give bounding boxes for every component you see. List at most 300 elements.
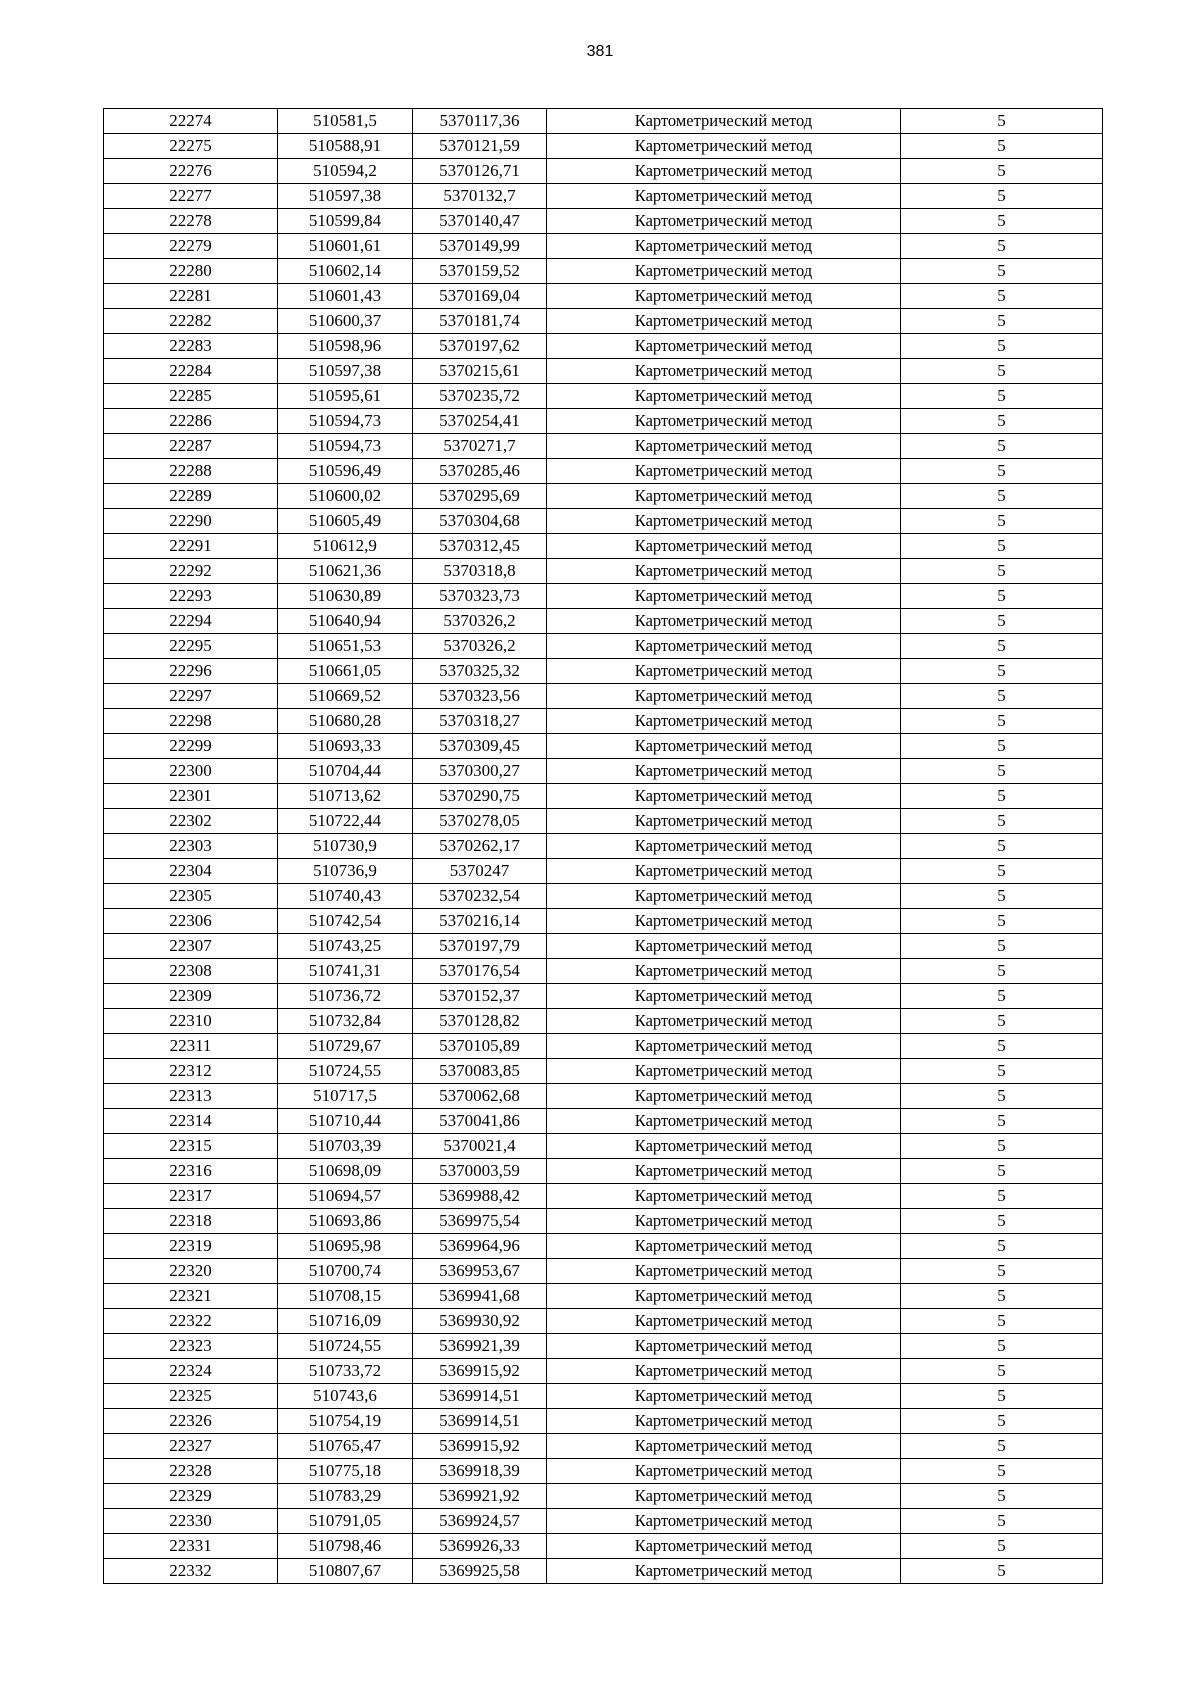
table-row bbox=[104, 1109, 1103, 1134]
point-number-cell: 22295 bbox=[104, 634, 278, 659]
x-coordinate-cell: 510597,38 bbox=[278, 184, 413, 209]
accuracy-cell: 5 bbox=[901, 409, 1103, 434]
x-coordinate-cell: 510730,9 bbox=[278, 834, 413, 859]
x-coordinate-cell: 510640,94 bbox=[278, 609, 413, 634]
x-coordinate-cell: 510594,73 bbox=[278, 409, 413, 434]
accuracy-cell: 5 bbox=[901, 284, 1103, 309]
x-coordinate-cell: 510741,31 bbox=[278, 959, 413, 984]
table-row bbox=[104, 134, 1103, 159]
method-cell: Картометрический метод bbox=[547, 1334, 901, 1359]
y-coordinate-cell: 5370262,17 bbox=[413, 834, 547, 859]
method-cell: Картометрический метод bbox=[547, 909, 901, 934]
method-cell: Картометрический метод bbox=[547, 584, 901, 609]
point-number-cell: 22274 bbox=[104, 109, 278, 134]
method-cell: Картометрический метод bbox=[547, 1409, 901, 1434]
point-number-cell: 22287 bbox=[104, 434, 278, 459]
y-coordinate-cell: 5370197,62 bbox=[413, 334, 547, 359]
table-row bbox=[104, 1184, 1103, 1209]
y-coordinate-cell: 5370140,47 bbox=[413, 209, 547, 234]
accuracy-cell: 5 bbox=[901, 1434, 1103, 1459]
y-coordinate-cell: 5370117,36 bbox=[413, 109, 547, 134]
y-coordinate-cell: 5370309,45 bbox=[413, 734, 547, 759]
table-row bbox=[104, 709, 1103, 734]
accuracy-cell: 5 bbox=[901, 359, 1103, 384]
accuracy-cell: 5 bbox=[901, 1409, 1103, 1434]
method-cell: Картометрический метод bbox=[547, 1184, 901, 1209]
point-number-cell: 22298 bbox=[104, 709, 278, 734]
y-coordinate-cell: 5370169,04 bbox=[413, 284, 547, 309]
y-coordinate-cell: 5370278,05 bbox=[413, 809, 547, 834]
accuracy-cell: 5 bbox=[901, 709, 1103, 734]
x-coordinate-cell: 510601,61 bbox=[278, 234, 413, 259]
y-coordinate-cell: 5369914,51 bbox=[413, 1409, 547, 1434]
x-coordinate-cell: 510722,44 bbox=[278, 809, 413, 834]
accuracy-cell: 5 bbox=[901, 1509, 1103, 1534]
x-coordinate-cell: 510708,15 bbox=[278, 1284, 413, 1309]
method-cell: Картометрический метод bbox=[547, 609, 901, 634]
accuracy-cell: 5 bbox=[901, 1084, 1103, 1109]
point-number-cell: 22319 bbox=[104, 1234, 278, 1259]
y-coordinate-cell: 5370285,46 bbox=[413, 459, 547, 484]
method-cell: Картометрический метод bbox=[547, 434, 901, 459]
method-cell: Картометрический метод bbox=[547, 1059, 901, 1084]
accuracy-cell: 5 bbox=[901, 1534, 1103, 1559]
point-number-cell: 22311 bbox=[104, 1034, 278, 1059]
accuracy-cell: 5 bbox=[901, 834, 1103, 859]
y-coordinate-cell: 5369925,58 bbox=[413, 1559, 547, 1584]
accuracy-cell: 5 bbox=[901, 609, 1103, 634]
method-cell: Картометрический метод bbox=[547, 1309, 901, 1334]
table-row bbox=[104, 334, 1103, 359]
point-number-cell: 22312 bbox=[104, 1059, 278, 1084]
y-coordinate-cell: 5370325,32 bbox=[413, 659, 547, 684]
point-number-cell: 22297 bbox=[104, 684, 278, 709]
accuracy-cell: 5 bbox=[901, 259, 1103, 284]
y-coordinate-cell: 5369915,92 bbox=[413, 1434, 547, 1459]
point-number-cell: 22331 bbox=[104, 1534, 278, 1559]
point-number-cell: 22322 bbox=[104, 1309, 278, 1334]
x-coordinate-cell: 510595,61 bbox=[278, 384, 413, 409]
point-number-cell: 22286 bbox=[104, 409, 278, 434]
x-coordinate-cell: 510743,6 bbox=[278, 1384, 413, 1409]
method-cell: Картометрический метод bbox=[547, 384, 901, 409]
table-row bbox=[104, 884, 1103, 909]
point-number-cell: 22324 bbox=[104, 1359, 278, 1384]
table-row bbox=[104, 1009, 1103, 1034]
point-number-cell: 22289 bbox=[104, 484, 278, 509]
y-coordinate-cell: 5370232,54 bbox=[413, 884, 547, 909]
table-row bbox=[104, 309, 1103, 334]
table-row bbox=[104, 459, 1103, 484]
point-number-cell: 22323 bbox=[104, 1334, 278, 1359]
point-number-cell: 22300 bbox=[104, 759, 278, 784]
method-cell: Картометрический метод bbox=[547, 884, 901, 909]
x-coordinate-cell: 510736,72 bbox=[278, 984, 413, 1009]
table-row bbox=[104, 1084, 1103, 1109]
point-number-cell: 22302 bbox=[104, 809, 278, 834]
x-coordinate-cell: 510736,9 bbox=[278, 859, 413, 884]
accuracy-cell: 5 bbox=[901, 309, 1103, 334]
method-cell: Картометрический метод bbox=[547, 859, 901, 884]
point-number-cell: 22307 bbox=[104, 934, 278, 959]
table-row bbox=[104, 659, 1103, 684]
method-cell: Картометрический метод bbox=[547, 259, 901, 284]
accuracy-cell: 5 bbox=[901, 859, 1103, 884]
point-number-cell: 22292 bbox=[104, 559, 278, 584]
accuracy-cell: 5 bbox=[901, 1109, 1103, 1134]
point-number-cell: 22325 bbox=[104, 1384, 278, 1409]
table-row bbox=[104, 1309, 1103, 1334]
table-row bbox=[104, 959, 1103, 984]
point-number-cell: 22308 bbox=[104, 959, 278, 984]
accuracy-cell: 5 bbox=[901, 1184, 1103, 1209]
accuracy-cell: 5 bbox=[901, 209, 1103, 234]
method-cell: Картометрический метод bbox=[547, 1484, 901, 1509]
table-row bbox=[104, 1459, 1103, 1484]
point-number-cell: 22328 bbox=[104, 1459, 278, 1484]
accuracy-cell: 5 bbox=[901, 659, 1103, 684]
table-row bbox=[104, 584, 1103, 609]
y-coordinate-cell: 5370271,7 bbox=[413, 434, 547, 459]
point-number-cell: 22318 bbox=[104, 1209, 278, 1234]
method-cell: Картометрический метод bbox=[547, 1359, 901, 1384]
accuracy-cell: 5 bbox=[901, 459, 1103, 484]
x-coordinate-cell: 510807,67 bbox=[278, 1559, 413, 1584]
y-coordinate-cell: 5370326,2 bbox=[413, 609, 547, 634]
accuracy-cell: 5 bbox=[901, 1359, 1103, 1384]
table-row bbox=[104, 909, 1103, 934]
y-coordinate-cell: 5370235,72 bbox=[413, 384, 547, 409]
x-coordinate-cell: 510680,28 bbox=[278, 709, 413, 734]
x-coordinate-cell: 510732,84 bbox=[278, 1009, 413, 1034]
x-coordinate-cell: 510717,5 bbox=[278, 1084, 413, 1109]
point-number-cell: 22303 bbox=[104, 834, 278, 859]
accuracy-cell: 5 bbox=[901, 1209, 1103, 1234]
accuracy-cell: 5 bbox=[901, 809, 1103, 834]
point-number-cell: 22278 bbox=[104, 209, 278, 234]
accuracy-cell: 5 bbox=[901, 234, 1103, 259]
table-row bbox=[104, 759, 1103, 784]
x-coordinate-cell: 510588,91 bbox=[278, 134, 413, 159]
y-coordinate-cell: 5369918,39 bbox=[413, 1459, 547, 1484]
method-cell: Картометрический метод bbox=[547, 1509, 901, 1534]
method-cell: Картометрический метод bbox=[547, 1034, 901, 1059]
method-cell: Картометрический метод bbox=[547, 1009, 901, 1034]
point-number-cell: 22305 bbox=[104, 884, 278, 909]
x-coordinate-cell: 510695,98 bbox=[278, 1234, 413, 1259]
method-cell: Картометрический метод bbox=[547, 1284, 901, 1309]
accuracy-cell: 5 bbox=[901, 1309, 1103, 1334]
accuracy-cell: 5 bbox=[901, 184, 1103, 209]
y-coordinate-cell: 5370152,37 bbox=[413, 984, 547, 1009]
point-number-cell: 22313 bbox=[104, 1084, 278, 1109]
y-coordinate-cell: 5370126,71 bbox=[413, 159, 547, 184]
method-cell: Картометрический метод bbox=[547, 1434, 901, 1459]
y-coordinate-cell: 5370318,27 bbox=[413, 709, 547, 734]
accuracy-cell: 5 bbox=[901, 384, 1103, 409]
point-number-cell: 22309 bbox=[104, 984, 278, 1009]
point-number-cell: 22282 bbox=[104, 309, 278, 334]
x-coordinate-cell: 510651,53 bbox=[278, 634, 413, 659]
point-number-cell: 22306 bbox=[104, 909, 278, 934]
accuracy-cell: 5 bbox=[901, 434, 1103, 459]
x-coordinate-cell: 510621,36 bbox=[278, 559, 413, 584]
y-coordinate-cell: 5370041,86 bbox=[413, 1109, 547, 1134]
accuracy-cell: 5 bbox=[901, 1159, 1103, 1184]
accuracy-cell: 5 bbox=[901, 109, 1103, 134]
table-row bbox=[104, 834, 1103, 859]
y-coordinate-cell: 5370105,89 bbox=[413, 1034, 547, 1059]
page-number: 381 bbox=[586, 43, 614, 60]
x-coordinate-cell: 510602,14 bbox=[278, 259, 413, 284]
method-cell: Картометрический метод bbox=[547, 784, 901, 809]
accuracy-cell: 5 bbox=[901, 1034, 1103, 1059]
y-coordinate-cell: 5370215,61 bbox=[413, 359, 547, 384]
table-row bbox=[104, 984, 1103, 1009]
accuracy-cell: 5 bbox=[901, 1484, 1103, 1509]
method-cell: Картометрический метод bbox=[547, 1159, 901, 1184]
y-coordinate-cell: 5370247 bbox=[413, 859, 547, 884]
table-row bbox=[104, 1359, 1103, 1384]
y-coordinate-cell: 5370326,2 bbox=[413, 634, 547, 659]
y-coordinate-cell: 5370295,69 bbox=[413, 484, 547, 509]
y-coordinate-cell: 5370300,27 bbox=[413, 759, 547, 784]
y-coordinate-cell: 5369926,33 bbox=[413, 1534, 547, 1559]
table-row bbox=[104, 209, 1103, 234]
accuracy-cell: 5 bbox=[901, 684, 1103, 709]
point-number-cell: 22290 bbox=[104, 509, 278, 534]
y-coordinate-cell: 5370021,4 bbox=[413, 1134, 547, 1159]
x-coordinate-cell: 510704,44 bbox=[278, 759, 413, 784]
point-number-cell: 22284 bbox=[104, 359, 278, 384]
method-cell: Картометрический метод bbox=[547, 759, 901, 784]
x-coordinate-cell: 510700,74 bbox=[278, 1259, 413, 1284]
x-coordinate-cell: 510742,54 bbox=[278, 909, 413, 934]
method-cell: Картометрический метод bbox=[547, 834, 901, 859]
table-row bbox=[104, 434, 1103, 459]
method-cell: Картометрический метод bbox=[547, 634, 901, 659]
accuracy-cell: 5 bbox=[901, 1259, 1103, 1284]
method-cell: Картометрический метод bbox=[547, 334, 901, 359]
y-coordinate-cell: 5369975,54 bbox=[413, 1209, 547, 1234]
y-coordinate-cell: 5369930,92 bbox=[413, 1309, 547, 1334]
x-coordinate-cell: 510743,25 bbox=[278, 934, 413, 959]
point-number-cell: 22285 bbox=[104, 384, 278, 409]
method-cell: Картометрический метод bbox=[547, 559, 901, 584]
table-row bbox=[104, 1534, 1103, 1559]
method-cell: Картометрический метод bbox=[547, 159, 901, 184]
method-cell: Картометрический метод bbox=[547, 709, 901, 734]
point-number-cell: 22294 bbox=[104, 609, 278, 634]
x-coordinate-cell: 510599,84 bbox=[278, 209, 413, 234]
x-coordinate-cell: 510596,49 bbox=[278, 459, 413, 484]
x-coordinate-cell: 510605,49 bbox=[278, 509, 413, 534]
y-coordinate-cell: 5369914,51 bbox=[413, 1384, 547, 1409]
accuracy-cell: 5 bbox=[901, 734, 1103, 759]
x-coordinate-cell: 510740,43 bbox=[278, 884, 413, 909]
table-row bbox=[104, 1334, 1103, 1359]
y-coordinate-cell: 5369941,68 bbox=[413, 1284, 547, 1309]
x-coordinate-cell: 510597,38 bbox=[278, 359, 413, 384]
table-row bbox=[104, 559, 1103, 584]
accuracy-cell: 5 bbox=[901, 134, 1103, 159]
method-cell: Картометрический метод bbox=[547, 1134, 901, 1159]
table-row bbox=[104, 1034, 1103, 1059]
method-cell: Картометрический метод bbox=[547, 484, 901, 509]
method-cell: Картометрический метод bbox=[547, 934, 901, 959]
table-row bbox=[104, 1509, 1103, 1534]
x-coordinate-cell: 510754,19 bbox=[278, 1409, 413, 1434]
table-row bbox=[104, 384, 1103, 409]
point-number-cell: 22296 bbox=[104, 659, 278, 684]
x-coordinate-cell: 510594,2 bbox=[278, 159, 413, 184]
x-coordinate-cell: 510783,29 bbox=[278, 1484, 413, 1509]
point-number-cell: 22280 bbox=[104, 259, 278, 284]
y-coordinate-cell: 5369953,67 bbox=[413, 1259, 547, 1284]
point-number-cell: 22276 bbox=[104, 159, 278, 184]
point-number-cell: 22301 bbox=[104, 784, 278, 809]
point-number-cell: 22281 bbox=[104, 284, 278, 309]
x-coordinate-cell: 510733,72 bbox=[278, 1359, 413, 1384]
x-coordinate-cell: 510612,9 bbox=[278, 534, 413, 559]
x-coordinate-cell: 510729,67 bbox=[278, 1034, 413, 1059]
accuracy-cell: 5 bbox=[901, 484, 1103, 509]
point-number-cell: 22326 bbox=[104, 1409, 278, 1434]
point-number-cell: 22320 bbox=[104, 1259, 278, 1284]
table-row bbox=[104, 1234, 1103, 1259]
accuracy-cell: 5 bbox=[901, 1459, 1103, 1484]
method-cell: Картометрический метод bbox=[547, 1084, 901, 1109]
point-number-cell: 22332 bbox=[104, 1559, 278, 1584]
point-number-cell: 22277 bbox=[104, 184, 278, 209]
point-number-cell: 22304 bbox=[104, 859, 278, 884]
x-coordinate-cell: 510703,39 bbox=[278, 1134, 413, 1159]
y-coordinate-cell: 5370254,41 bbox=[413, 409, 547, 434]
method-cell: Картометрический метод bbox=[547, 1234, 901, 1259]
x-coordinate-cell: 510693,86 bbox=[278, 1209, 413, 1234]
coordinates-table bbox=[103, 108, 1103, 1584]
method-cell: Картометрический метод bbox=[547, 234, 901, 259]
point-number-cell: 22299 bbox=[104, 734, 278, 759]
table-row bbox=[104, 1059, 1103, 1084]
x-coordinate-cell: 510693,33 bbox=[278, 734, 413, 759]
method-cell: Картометрический метод bbox=[547, 184, 901, 209]
table-row bbox=[104, 859, 1103, 884]
method-cell: Картометрический метод bbox=[547, 359, 901, 384]
y-coordinate-cell: 5370181,74 bbox=[413, 309, 547, 334]
accuracy-cell: 5 bbox=[901, 1134, 1103, 1159]
y-coordinate-cell: 5370083,85 bbox=[413, 1059, 547, 1084]
y-coordinate-cell: 5370323,56 bbox=[413, 684, 547, 709]
x-coordinate-cell: 510598,96 bbox=[278, 334, 413, 359]
accuracy-cell: 5 bbox=[901, 634, 1103, 659]
x-coordinate-cell: 510581,5 bbox=[278, 109, 413, 134]
accuracy-cell: 5 bbox=[901, 984, 1103, 1009]
table-row bbox=[104, 484, 1103, 509]
x-coordinate-cell: 510716,09 bbox=[278, 1309, 413, 1334]
point-number-cell: 22310 bbox=[104, 1009, 278, 1034]
y-coordinate-cell: 5370323,73 bbox=[413, 584, 547, 609]
x-coordinate-cell: 510601,43 bbox=[278, 284, 413, 309]
y-coordinate-cell: 5369988,42 bbox=[413, 1184, 547, 1209]
point-number-cell: 22317 bbox=[104, 1184, 278, 1209]
y-coordinate-cell: 5370121,59 bbox=[413, 134, 547, 159]
point-number-cell: 22321 bbox=[104, 1284, 278, 1309]
accuracy-cell: 5 bbox=[901, 534, 1103, 559]
method-cell: Картометрический метод bbox=[547, 309, 901, 334]
point-number-cell: 22283 bbox=[104, 334, 278, 359]
table-row bbox=[104, 784, 1103, 809]
x-coordinate-cell: 510775,18 bbox=[278, 1459, 413, 1484]
table-row bbox=[104, 1134, 1103, 1159]
accuracy-cell: 5 bbox=[901, 1384, 1103, 1409]
y-coordinate-cell: 5369921,92 bbox=[413, 1484, 547, 1509]
method-cell: Картометрический метод bbox=[547, 409, 901, 434]
method-cell: Картометрический метод bbox=[547, 1384, 901, 1409]
table-row bbox=[104, 1384, 1103, 1409]
method-cell: Картометрический метод bbox=[547, 734, 901, 759]
table-row bbox=[104, 684, 1103, 709]
y-coordinate-cell: 5370128,82 bbox=[413, 1009, 547, 1034]
table-row bbox=[104, 184, 1103, 209]
accuracy-cell: 5 bbox=[901, 559, 1103, 584]
accuracy-cell: 5 bbox=[901, 334, 1103, 359]
method-cell: Картометрический метод bbox=[547, 959, 901, 984]
accuracy-cell: 5 bbox=[901, 1234, 1103, 1259]
point-number-cell: 22316 bbox=[104, 1159, 278, 1184]
point-number-cell: 22288 bbox=[104, 459, 278, 484]
method-cell: Картометрический метод bbox=[547, 284, 901, 309]
point-number-cell: 22293 bbox=[104, 584, 278, 609]
point-number-cell: 22330 bbox=[104, 1509, 278, 1534]
y-coordinate-cell: 5370176,54 bbox=[413, 959, 547, 984]
y-coordinate-cell: 5370159,52 bbox=[413, 259, 547, 284]
method-cell: Картометрический метод bbox=[547, 134, 901, 159]
table-row bbox=[104, 1409, 1103, 1434]
point-number-cell: 22315 bbox=[104, 1134, 278, 1159]
table-body bbox=[104, 109, 1103, 1584]
point-number-cell: 22275 bbox=[104, 134, 278, 159]
point-number-cell: 22327 bbox=[104, 1434, 278, 1459]
table-row bbox=[104, 359, 1103, 384]
method-cell: Картометрический метод bbox=[547, 1209, 901, 1234]
x-coordinate-cell: 510791,05 bbox=[278, 1509, 413, 1534]
method-cell: Картометрический метод bbox=[547, 684, 901, 709]
y-coordinate-cell: 5370290,75 bbox=[413, 784, 547, 809]
accuracy-cell: 5 bbox=[901, 1334, 1103, 1359]
x-coordinate-cell: 510600,37 bbox=[278, 309, 413, 334]
accuracy-cell: 5 bbox=[901, 884, 1103, 909]
point-number-cell: 22329 bbox=[104, 1484, 278, 1509]
accuracy-cell: 5 bbox=[901, 159, 1103, 184]
accuracy-cell: 5 bbox=[901, 1559, 1103, 1584]
y-coordinate-cell: 5370318,8 bbox=[413, 559, 547, 584]
x-coordinate-cell: 510724,55 bbox=[278, 1334, 413, 1359]
accuracy-cell: 5 bbox=[901, 934, 1103, 959]
table-row bbox=[104, 1209, 1103, 1234]
x-coordinate-cell: 510600,02 bbox=[278, 484, 413, 509]
y-coordinate-cell: 5370132,7 bbox=[413, 184, 547, 209]
accuracy-cell: 5 bbox=[901, 959, 1103, 984]
table-row bbox=[104, 284, 1103, 309]
y-coordinate-cell: 5370197,79 bbox=[413, 934, 547, 959]
y-coordinate-cell: 5370062,68 bbox=[413, 1084, 547, 1109]
table-row bbox=[104, 634, 1103, 659]
x-coordinate-cell: 510713,62 bbox=[278, 784, 413, 809]
method-cell: Картометрический метод bbox=[547, 984, 901, 1009]
method-cell: Картометрический метод bbox=[547, 1109, 901, 1134]
accuracy-cell: 5 bbox=[901, 1009, 1103, 1034]
